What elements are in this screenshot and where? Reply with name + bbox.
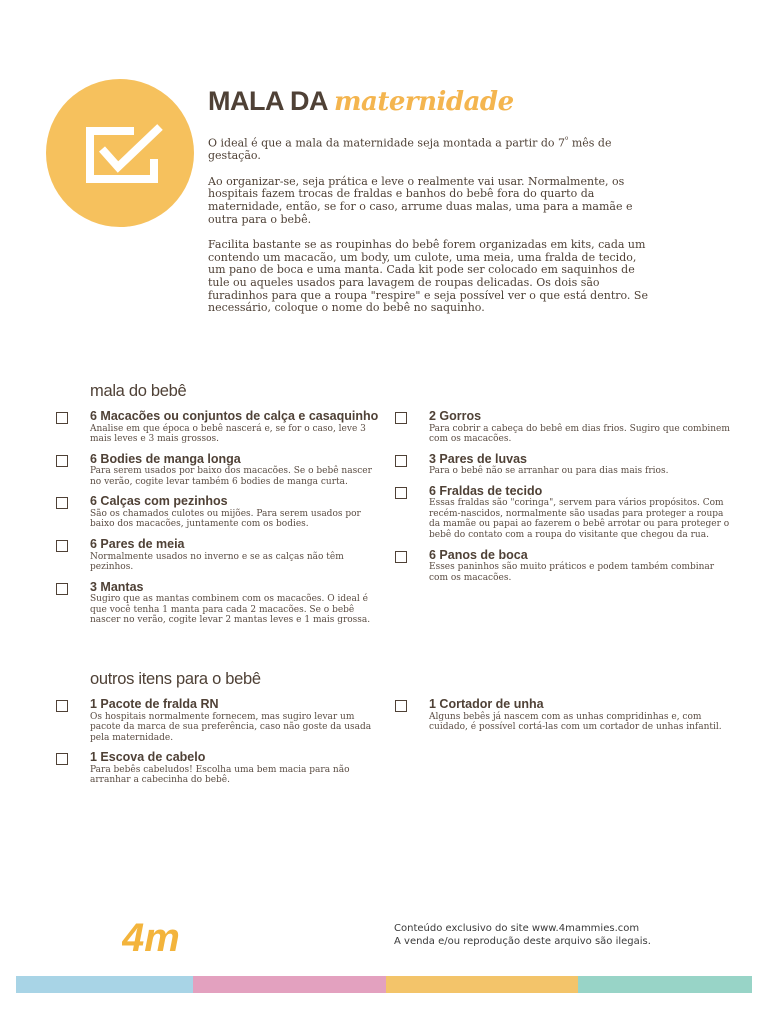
checklist-item[interactable] [56,751,380,786]
footer-text [394,922,651,948]
item-title: 2 Gorros [429,409,482,423]
color-bar-segment-pink [193,976,386,993]
intro-p1-superscript: º [565,136,569,144]
item-title: 3 Pares de luvas [429,451,527,466]
item-title: 1 Pacote de fralda RN [90,697,219,711]
checkbox[interactable] [395,487,407,499]
intro-paragraph-1 [208,134,648,163]
item-description: Para serem usados por baixo dos macacões. Se o bebê nascer no verão, cogite levar também 6 bodies de manga curta. [90,466,372,487]
checklist-item[interactable] [395,485,731,541]
checkbox[interactable] [56,540,68,552]
checkbox[interactable] [395,412,407,424]
item-description: Esses paninhos são muito práticos e podem também combinar com os macacões. [429,562,715,583]
section2-right-column [395,698,731,741]
item-description: Essas fraldas são "coringa", servem para vários propósitos. Com recém-nascidos, normalmente são usadas para proteger a roupa da mamãe ou papai ao fazerem o bebê arrotar ou para proteger o bebê do contato com a roupa do visitante que chegou da rua. [429,498,730,541]
checkbox[interactable] [56,583,68,595]
checkbox[interactable] [395,551,407,563]
color-bar [16,976,752,993]
checklist-item[interactable] [56,538,380,573]
item-description: Para o bebê não se arranhar ou para dias mais frios. [429,466,669,477]
checklist-item[interactable] [395,549,731,584]
item-description: Normalmente usados no inverno e se as calças não têm pezinhos. [90,551,344,573]
checkbox[interactable] [395,455,407,467]
item-description: Para cobrir a cabeça do bebê em dias frios. Sugiro que combinem com os macacões. [429,423,730,445]
item-description: Os hospitais normalmente fornecem, mas sugiro levar um pacote da marca de sua preferência, caso não goste da usada pela maternidade. [90,711,372,743]
header-icon-circle [46,79,194,227]
color-bar-segment-teal [578,976,752,993]
checkbox[interactable] [395,700,407,712]
section-title-outros-itens: outros itens para o bebê [90,670,261,688]
item-description: Alguns bebês já nascem com as unhas compridinhas e, com cuidado, é possível cortá-las com um cortador de unhas infantil. [429,711,722,733]
checkbox[interactable] [56,455,68,467]
item-title: 6 Calças com pezinhos [90,494,228,509]
checkbox[interactable] [56,753,68,765]
item-description: Sugiro que as mantas combinem com os macacões. O ideal é que você tenha 1 manta para cada 2 macacões. Se o bebê nascer no verão, cogite levar 2 mantas leves e 1 mais grossa. [90,594,371,626]
item-title: 1 Escova de cabelo [90,750,206,765]
intro-p1-text-end: mês de gestação. [208,136,612,163]
section-title-mala-do-bebe: mala do bebê [90,382,187,400]
page-title-main: MALA DA [208,86,327,116]
checkbox[interactable] [56,497,68,509]
checkbox[interactable] [56,412,68,424]
item-title: 6 Panos de boca [429,547,528,562]
page-title-accent: maternidade [334,87,514,117]
checklist-item[interactable] [56,698,380,743]
intro-paragraph-2: Ao organizar-se, seja prática e leve o realmente vai usar. Normalmente, os hospitais fazem trocas de fraldas e banhos do bebê fora do quarto da maternidade, então, se for o caso, arrume duas malas, uma para a mamãe e outra para o bebê. [208,174,633,226]
checkbox-check-icon [82,123,166,187]
section1-right-column [395,410,731,591]
footer-line-1: Conteúdo exclusivo do site www.4mammies.com [394,923,640,934]
item-description: São os chamados culotes ou mijões. Para serem usados por baixo dos macacões, juntamente com os bodies. [90,508,361,530]
checklist-item[interactable] [56,581,380,626]
item-title: 3 Mantas [90,579,144,594]
item-title: 6 Pares de meia [90,537,185,552]
section1-left-column [56,410,380,634]
item-title: 6 Bodies de manga longa [90,451,241,466]
checklist-item[interactable] [56,495,380,530]
logo-text: 4m [122,916,180,960]
item-title: 6 Fraldas de tecido [429,483,543,498]
checklist-item[interactable] [395,453,731,477]
checklist-item[interactable] [56,453,380,488]
item-description: Para bebês cabeludos! Escolha uma bem macia para não arranhar a cabecinha do bebê. [90,764,350,786]
color-bar-segment-yellow [386,976,578,993]
4mammies-logo [122,915,192,961]
checklist-item[interactable] [395,410,731,445]
intro-paragraph-3: Facilita bastante se as roupinhas do bebê forem organizadas em kits, cada um contendo um macacão, um body, um culote, uma meia, uma fralda de tecido, um pano de boca e uma manta. Cada kit pode ser colocado em saquinhos de tule ou aqueles usados para lavagem de roupas delicadas. Os dois são furadinhos para que a roupa "respire" e seja possível ver o que está dentro. Se necessário, coloque o nome do bebê no saquinho. [208,238,648,315]
checkbox[interactable] [56,700,68,712]
item-title: 1 Cortador de unha [429,697,544,711]
page-title [208,86,514,117]
item-description: Analise em que época o bebê nascerá e, se for o caso, leve 3 mais leves e 3 mais grossos. [90,423,366,445]
intro-p1-text: O ideal é que a mala da maternidade seja montada a partir do 7 [208,136,566,150]
footer-line-2: A venda e/ou reprodução deste arquivo são ilegais. [394,936,651,947]
checklist-item[interactable] [395,698,731,733]
color-bar-segment-blue [16,976,193,993]
checklist-item[interactable] [56,410,380,445]
item-title: 6 Macacões ou conjuntos de calça e casaquinho [90,409,379,423]
section2-left-column [56,698,380,794]
intro-text [208,134,648,328]
